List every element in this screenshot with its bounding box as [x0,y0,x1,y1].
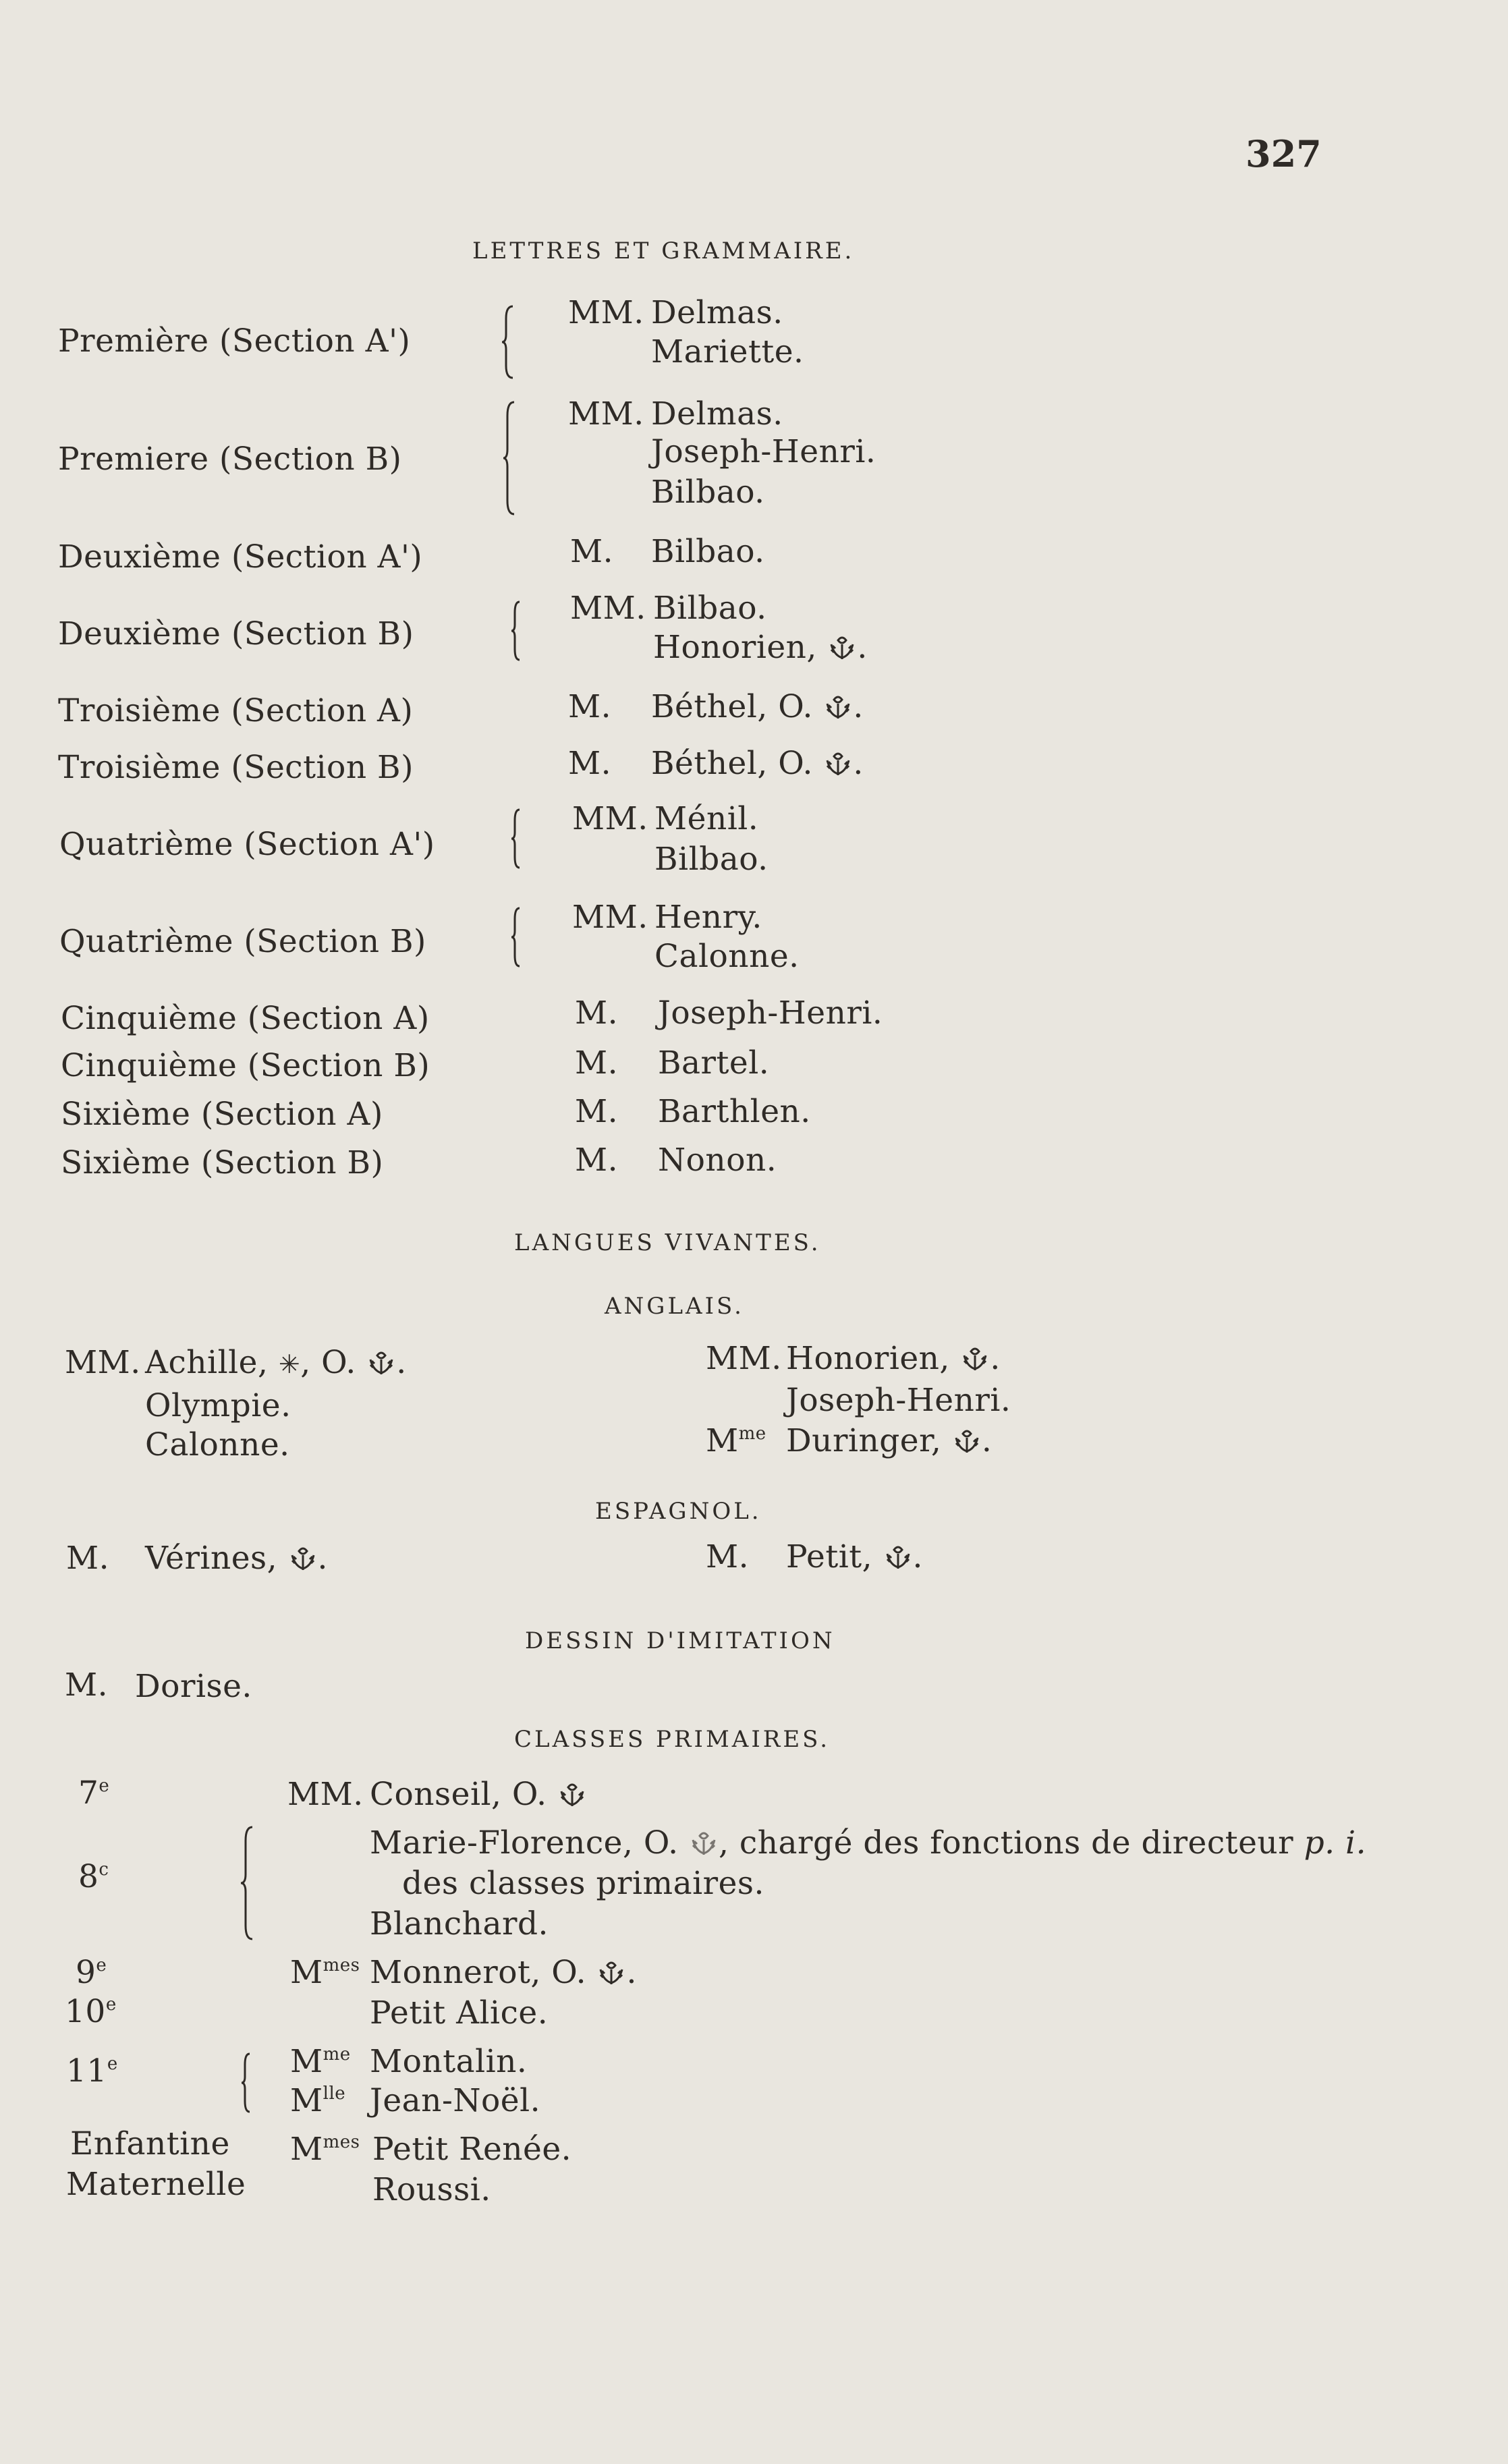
teacher-name: Montalin. [370,2043,528,2080]
teacher-title: M. [66,1540,110,1577]
class-label: Première (Section A') [58,323,411,360]
teacher-role: , chargé des fonctions de directeur [719,1824,1294,1861]
page-number: 327 [1246,132,1322,175]
teacher-name: Duringer, [786,1422,942,1459]
brace [501,305,517,379]
class-label: Troisième (Section A) [58,692,414,729]
class-label: Quatrième (Section A') [59,826,435,863]
teacher-title: MM. [572,899,648,936]
class-label: Deuxième (Section A') [58,538,423,576]
teacher-title: $M^{mes}$ [290,1954,360,1991]
teacher-name-line [370,1774,587,1815]
brace [240,2052,254,2113]
brace [239,1826,256,1940]
section-heading-espagnol: ESPAGNOL. [595,1498,762,1525]
class-label: Cinquième (Section B) [61,1047,430,1084]
teacher-title: M. [575,1093,619,1130]
class-number: 11e [66,2052,118,2090]
teacher-name: Henry. [654,899,762,936]
teacher-name-line: Achille, ✳, O. . [145,1344,407,1381]
teacher-name-line: Béthel, O. . [651,745,864,782]
teacher-name: Bilbao. [654,841,769,878]
teacher-title: $M^{me}$ [706,1422,766,1459]
teacher-name: Jean-Noël. [370,2082,541,2119]
teacher-name: Dorise. [135,1668,252,1705]
teacher-name-line: Vérines, . [145,1540,328,1577]
teacher-title: M. [575,1142,619,1179]
palm-decoration-icon [960,1343,990,1373]
teacher-title: M. [568,688,612,725]
teacher-title: M. [65,1667,109,1704]
teacher-name-line: Béthel, O. . [651,688,864,725]
palm-decoration-icon [557,1779,587,1809]
brace [510,600,524,661]
teacher-title: MM. [65,1344,141,1381]
section-heading-dessin: DESSIN D'IMITATION [525,1627,835,1654]
palm-decoration-icon [823,692,853,721]
teacher-role-cont: des classes primaires. [402,1865,764,1902]
section-heading-anglais: ANGLAIS. [605,1293,744,1320]
teacher-name: Delmas. [651,395,783,432]
class-number: 7e [78,1774,110,1812]
teacher-title: MM. [570,590,646,627]
teacher-title: M. [575,995,619,1032]
teacher-name-line: Monnerot, O. . [370,1954,637,1991]
teacher-name: Ménil. [654,800,759,837]
teacher-title: M. [568,745,612,782]
palm-decoration-icon [596,1957,626,1987]
class-number: 9e [76,1954,107,1991]
class-number: 10e [65,1993,117,2030]
palm-decoration-icon [827,632,857,662]
teacher-name: Béthel, O. [651,688,813,725]
class-label: Sixième (Section A) [61,1096,383,1133]
teacher-name: Blanchard. [370,1905,549,1942]
teacher-title: MM. [568,395,644,432]
section-heading-langues: LANGUES VIVANTES. [514,1229,821,1256]
teacher-name-line: Honorien, . [786,1340,1001,1377]
teacher-name: Conseil, O. [370,1776,547,1813]
brace [510,907,524,968]
star-decoration-icon: ✳ [278,1349,301,1379]
brace [502,401,518,515]
palm-decoration-icon [952,1426,982,1455]
teacher-name-line [370,1823,1366,1864]
teacher-name: Joseph-Henri. [651,433,876,470]
teacher-title: MM. [287,1776,364,1813]
class-number: 8$^c$ [78,1858,109,1895]
class-label: Maternelle [66,2166,246,2203]
teacher-name: Achille, [145,1344,269,1381]
palm-decoration-icon [366,1347,396,1377]
teacher-title: $M^{lle}$ [290,2082,346,2119]
teacher-title: $M^{me}$ [290,2043,351,2080]
section-heading-primaires: CLASSES PRIMAIRES. [514,1726,831,1753]
teacher-name: Petit Renée. [372,2131,572,2168]
teacher-name: Honorien, [786,1340,950,1377]
teacher-name: Bilbao. [651,474,765,511]
teacher-name: Barthlen. [658,1093,811,1130]
teacher-name: Joseph-Henri. [658,995,883,1032]
teacher-name: Roussi. [372,2171,491,2208]
class-label: Quatrième (Section B) [59,923,426,960]
teacher-name: Vérines, [145,1540,278,1577]
palm-decoration-icon [883,1542,913,1571]
brace [510,808,524,869]
teacher-name: Marie-Florence, O. [370,1824,679,1861]
class-label: Deuxième (Section B) [58,615,414,652]
teacher-name: Mariette. [651,333,804,370]
teacher-name-line: Duringer, . [786,1422,993,1459]
class-label: Troisième (Section B) [58,749,414,786]
teacher-suffix: O. [321,1344,356,1381]
teacher-name: Olympie. [145,1387,291,1424]
class-label: Cinquième (Section A) [61,1000,430,1037]
teacher-title: M. [570,533,614,570]
teacher-role-pi: p. i. [1304,1824,1367,1861]
palm-decoration-icon [288,1543,318,1573]
teacher-name-line: Petit, . [786,1538,923,1575]
teacher-title: MM. [706,1340,782,1377]
teacher-name: Petit Alice. [370,1994,549,2032]
class-label: Sixième (Section B) [61,1144,384,1181]
section-heading-letters: LETTRES ET GRAMMAIRE. [472,237,855,264]
teacher-name: Petit, [786,1538,873,1575]
teacher-title: $M^{mes}$ [290,2131,360,2168]
teacher-name-line: Honorien, . [653,629,868,666]
class-label: Enfantine [70,2125,230,2162]
class-label: Premiere (Section B) [58,441,402,478]
teacher-name: Delmas. [651,294,783,331]
teacher-title: M. [706,1538,750,1575]
teacher-name: Nonon. [658,1142,777,1179]
teacher-name: Honorien, [653,629,817,666]
teacher-title: M. [575,1044,619,1082]
palm-decoration-icon [689,1828,719,1857]
palm-decoration-icon [823,748,853,778]
teacher-name: Joseph-Henri. [786,1382,1011,1419]
teacher-name: Bartel. [658,1044,770,1082]
teacher-name: Monnerot, O. [370,1954,587,1991]
teacher-name: Béthel, O. [651,745,813,782]
teacher-name: Bilbao. [651,533,765,570]
teacher-name: Calonne. [145,1426,290,1463]
teacher-title: MM. [568,294,644,331]
teacher-title: MM. [572,800,648,837]
teacher-name: Calonne. [654,938,800,975]
teacher-name: Bilbao. [653,590,767,627]
